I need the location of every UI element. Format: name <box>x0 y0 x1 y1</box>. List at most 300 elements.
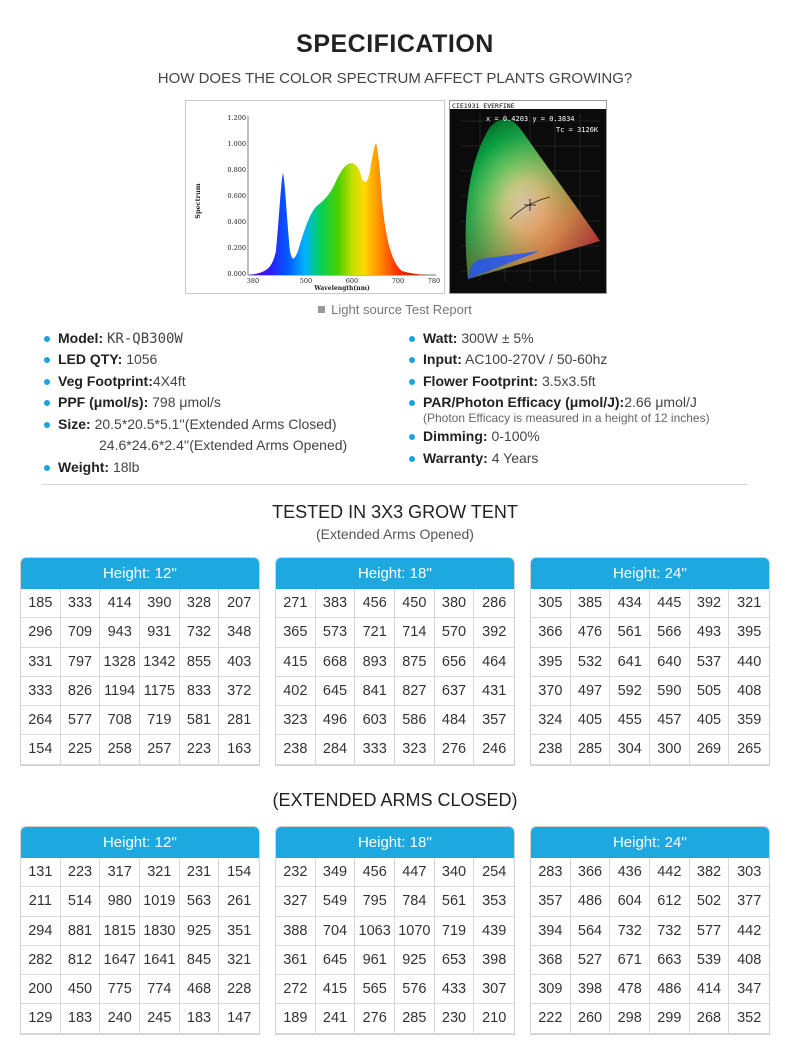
table-cell: 539 <box>690 946 730 975</box>
table-cell: 505 <box>690 677 730 706</box>
ytick-label: 0.400 <box>227 218 246 226</box>
bullet-icon <box>409 379 415 385</box>
table-body <box>276 589 514 765</box>
table-cell: 714 <box>395 618 435 647</box>
spec-watt <box>409 330 534 346</box>
table-cell: 732 <box>650 917 690 946</box>
table-cell: 264 <box>21 706 61 735</box>
spec-ppf <box>44 394 221 410</box>
ytick-label: 0.200 <box>227 244 246 252</box>
table-cell: 732 <box>610 917 650 946</box>
table-cell: 285 <box>571 735 611 764</box>
table-header: Height: 18'' <box>276 558 514 589</box>
table-body <box>21 589 259 765</box>
spectrum-chart <box>185 100 445 294</box>
table-cell: 493 <box>690 618 730 647</box>
table-cell: 402 <box>276 677 316 706</box>
table-cell: 925 <box>180 917 220 946</box>
table-cell: 668 <box>316 648 356 677</box>
table-cell: 537 <box>690 648 730 677</box>
table-cell: 603 <box>355 706 395 735</box>
table-cell: 368 <box>531 946 571 975</box>
table-cell: 486 <box>650 975 690 1004</box>
table-cell: 183 <box>180 1004 220 1033</box>
table-cell: 436 <box>610 858 650 887</box>
table-cell: 532 <box>571 648 611 677</box>
bullet-icon <box>409 336 415 342</box>
table-cell: 223 <box>61 858 101 887</box>
table-cell: 225 <box>61 735 101 764</box>
table-cell: 893 <box>355 648 395 677</box>
ytick-label: 0.600 <box>227 192 246 200</box>
table-cell: 129 <box>21 1004 61 1033</box>
table-cell: 415 <box>316 975 356 1004</box>
table-cell: 403 <box>219 648 259 677</box>
table-cell: 641 <box>610 648 650 677</box>
spec-label: PAR/Photon Efficacy (μmol/J): <box>423 394 625 410</box>
table-cell: 284 <box>316 735 356 764</box>
table-cell: 300 <box>650 735 690 764</box>
table-cell: 238 <box>531 735 571 764</box>
table-cell: 476 <box>571 618 611 647</box>
table-cell: 549 <box>316 887 356 916</box>
ytick-label: 0.000 <box>227 270 246 278</box>
xtick-label: 600 <box>345 277 359 285</box>
table-cell: 272 <box>276 975 316 1004</box>
spec-label: Warranty: <box>423 450 488 466</box>
table-cell: 276 <box>435 735 475 764</box>
table-cell: 385 <box>571 589 611 618</box>
table-cell: 576 <box>395 975 435 1004</box>
spec-model <box>44 330 183 347</box>
table-cell: 566 <box>650 618 690 647</box>
table-cell: 414 <box>100 589 140 618</box>
bullet-icon <box>409 434 415 440</box>
table-cell: 380 <box>435 589 475 618</box>
spec-value: 300W ± 5% <box>461 330 534 346</box>
table-cell: 1830 <box>140 917 180 946</box>
table-cell: 268 <box>690 1004 730 1033</box>
table-cell: 732 <box>180 618 220 647</box>
table-header: Height: 24'' <box>531 827 769 858</box>
table-cell: 719 <box>140 706 180 735</box>
spec-size-2 <box>99 437 347 453</box>
table-cell: 392 <box>690 589 730 618</box>
table-cell: 795 <box>355 887 395 916</box>
table-body <box>276 858 514 1034</box>
table-cell: 433 <box>435 975 475 1004</box>
table-cell: 246 <box>474 735 514 764</box>
table-cell: 439 <box>474 917 514 946</box>
spec-label: Size: <box>58 416 91 432</box>
spectrum-curve <box>248 143 436 275</box>
table-cell: 395 <box>729 618 769 647</box>
table-cell: 394 <box>531 917 571 946</box>
bullet-icon <box>44 422 50 428</box>
table-cell: 455 <box>610 706 650 735</box>
table-cell: 333 <box>61 589 101 618</box>
spec-label: Flower Footprint: <box>423 373 539 389</box>
bullet-icon <box>409 400 415 406</box>
spec-label: Input: <box>423 351 462 367</box>
spectrum-xlabel: Wavelength(nm) <box>314 285 370 292</box>
spec-par-note: (Photon Efficacy is measured in a height of 12 inches) <box>423 411 710 425</box>
table-cell: 961 <box>355 946 395 975</box>
spec-value: 0-100% <box>491 428 540 444</box>
table-cell: 183 <box>61 1004 101 1033</box>
table-cell: 365 <box>276 618 316 647</box>
table-header: Height: 24'' <box>531 558 769 589</box>
specs-right <box>409 330 779 470</box>
table-cell: 784 <box>395 887 435 916</box>
table-cell: 261 <box>219 887 259 916</box>
table-cell: 592 <box>610 677 650 706</box>
bullet-icon <box>409 357 415 363</box>
spec-value: AC100-270V / 50-60hz <box>465 351 608 367</box>
table-cell: 457 <box>650 706 690 735</box>
table-cell: 154 <box>21 735 61 764</box>
table-cell: 388 <box>276 917 316 946</box>
ppfd-table-opened-18 <box>275 557 515 766</box>
table-cell: 827 <box>395 677 435 706</box>
table-cell: 303 <box>729 858 769 887</box>
table-cell: 709 <box>61 618 101 647</box>
table-cell: 222 <box>531 1004 571 1033</box>
table-cell: 450 <box>395 589 435 618</box>
table-cell: 357 <box>531 887 571 916</box>
table-cell: 1328 <box>100 648 140 677</box>
table-cell: 260 <box>571 1004 611 1033</box>
cie-title: CIE1931 EVERFINE <box>452 102 515 110</box>
table-cell: 841 <box>355 677 395 706</box>
spec-label: Dimming: <box>423 428 488 444</box>
table-cell: 305 <box>531 589 571 618</box>
table-cell: 238 <box>276 735 316 764</box>
spec-warranty <box>409 450 538 466</box>
table-cell: 925 <box>395 946 435 975</box>
table-cell: 357 <box>474 706 514 735</box>
table-header: Height: 12'' <box>21 558 259 589</box>
specs-left <box>44 330 404 480</box>
table-cell: 230 <box>435 1004 475 1033</box>
spec-value: 2.66 μmol/J <box>624 394 697 410</box>
spec-led <box>44 351 157 367</box>
table-cell: 612 <box>650 887 690 916</box>
table-cell: 200 <box>21 975 61 1004</box>
table-cell: 408 <box>729 677 769 706</box>
table-cell: 527 <box>571 946 611 975</box>
table-cell: 282 <box>21 946 61 975</box>
table-cell: 478 <box>610 975 650 1004</box>
bullet-icon <box>44 379 50 385</box>
table-cell: 797 <box>61 648 101 677</box>
table-cell: 577 <box>61 706 101 735</box>
table-cell: 372 <box>219 677 259 706</box>
table-cell: 497 <box>571 677 611 706</box>
table-cell: 382 <box>690 858 730 887</box>
table-body <box>531 858 769 1034</box>
table-cell: 415 <box>276 648 316 677</box>
table-cell: 207 <box>219 589 259 618</box>
table-cell: 447 <box>395 858 435 887</box>
table-cell: 1815 <box>100 917 140 946</box>
ppfd-table-opened-24 <box>530 557 770 766</box>
table-cell: 348 <box>219 618 259 647</box>
spec-value: 798 μmol/s <box>152 394 221 410</box>
table-cell: 154 <box>219 858 259 887</box>
table-cell: 645 <box>316 677 356 706</box>
table-cell: 352 <box>729 1004 769 1033</box>
spec-value: KR-QB300W <box>107 331 183 347</box>
table-cell: 210 <box>474 1004 514 1033</box>
table-cell: 392 <box>474 618 514 647</box>
cie-coords: x = 0.4203 y = 0.3834 <box>486 115 575 123</box>
table-cell: 163 <box>219 735 259 764</box>
bullet-icon <box>44 357 50 363</box>
table-cell: 1641 <box>140 946 180 975</box>
spec-veg <box>44 373 186 389</box>
table-cell: 855 <box>180 648 220 677</box>
table-cell: 653 <box>435 946 475 975</box>
table-cell: 241 <box>316 1004 356 1033</box>
table-cell: 395 <box>531 648 571 677</box>
table-cell: 231 <box>180 858 220 887</box>
table-cell: 1019 <box>140 887 180 916</box>
table-cell: 774 <box>140 975 180 1004</box>
table-cell: 359 <box>729 706 769 735</box>
table-cell: 327 <box>276 887 316 916</box>
table-cell: 442 <box>650 858 690 887</box>
xtick-label: 380 <box>246 277 260 285</box>
spec-value: 24.6*24.6*2.4''(Extended Arms Opened) <box>99 437 348 453</box>
table-cell: 265 <box>729 735 769 764</box>
spectrum-ylabel: Spectrum <box>194 183 202 219</box>
table-cell: 283 <box>531 858 571 887</box>
table-cell: 1647 <box>100 946 140 975</box>
table-cell: 366 <box>531 618 571 647</box>
table-cell: 307 <box>474 975 514 1004</box>
table-cell: 351 <box>219 917 259 946</box>
table-cell: 1070 <box>395 917 435 946</box>
table-cell: 323 <box>276 706 316 735</box>
table-cell: 189 <box>276 1004 316 1033</box>
table-cell: 486 <box>571 887 611 916</box>
table-cell: 931 <box>140 618 180 647</box>
table-cell: 296 <box>21 618 61 647</box>
table-cell: 324 <box>531 706 571 735</box>
bullet-icon <box>44 336 50 342</box>
table-cell: 340 <box>435 858 475 887</box>
table-cell: 223 <box>180 735 220 764</box>
table-cell: 663 <box>650 946 690 975</box>
table-cell: 573 <box>316 618 356 647</box>
table-cell: 1194 <box>100 677 140 706</box>
spec-weight <box>44 459 139 475</box>
table-cell: 456 <box>355 858 395 887</box>
section2-title: (EXTENDED ARMS CLOSED) <box>272 790 518 810</box>
table-cell: 377 <box>729 887 769 916</box>
table-cell: 564 <box>571 917 611 946</box>
table-cell: 331 <box>21 648 61 677</box>
table-cell: 240 <box>100 1004 140 1033</box>
table-cell: 276 <box>355 1004 395 1033</box>
table-cell: 211 <box>21 887 61 916</box>
table-cell: 232 <box>276 858 316 887</box>
table-body <box>531 589 769 765</box>
table-cell: 434 <box>610 589 650 618</box>
table-cell: 321 <box>729 589 769 618</box>
table-cell: 333 <box>21 677 61 706</box>
table-cell: 456 <box>355 589 395 618</box>
table-cell: 671 <box>610 946 650 975</box>
spec-dimming <box>409 428 540 444</box>
table-cell: 309 <box>531 975 571 1004</box>
table-cell: 317 <box>100 858 140 887</box>
table-cell: 405 <box>690 706 730 735</box>
section1-subtitle: (Extended Arms Opened) <box>316 526 474 542</box>
table-cell: 980 <box>100 887 140 916</box>
table-cell: 390 <box>140 589 180 618</box>
table-cell: 565 <box>355 975 395 1004</box>
ytick-label: 1.000 <box>227 140 246 148</box>
table-cell: 245 <box>140 1004 180 1033</box>
table-cell: 440 <box>729 648 769 677</box>
table-header: Height: 18'' <box>276 827 514 858</box>
spec-value: 4 Years <box>491 450 539 466</box>
bullet-icon <box>409 456 415 462</box>
table-cell: 383 <box>316 589 356 618</box>
table-cell: 704 <box>316 917 356 946</box>
divider <box>42 484 748 485</box>
table-header: Height: 12'' <box>21 827 259 858</box>
table-cell: 586 <box>395 706 435 735</box>
table-cell: 881 <box>61 917 101 946</box>
table-cell: 496 <box>316 706 356 735</box>
spec-label: Watt: <box>423 330 458 346</box>
table-cell: 294 <box>21 917 61 946</box>
table-cell: 442 <box>729 917 769 946</box>
table-cell: 468 <box>180 975 220 1004</box>
table-cell: 570 <box>435 618 475 647</box>
table-cell: 943 <box>100 618 140 647</box>
table-cell: 637 <box>435 677 475 706</box>
spec-label: Veg Footprint: <box>58 373 153 389</box>
table-cell: 147 <box>219 1004 259 1033</box>
table-cell: 656 <box>435 648 475 677</box>
table-cell: 604 <box>610 887 650 916</box>
ytick-label: 0.800 <box>227 166 246 174</box>
spec-value: 4X4ft <box>152 373 186 389</box>
table-cell: 561 <box>610 618 650 647</box>
table-cell: 775 <box>100 975 140 1004</box>
table-cell: 514 <box>61 887 101 916</box>
table-cell: 398 <box>571 975 611 1004</box>
table-cell: 257 <box>140 735 180 764</box>
table-cell: 228 <box>219 975 259 1004</box>
spec-label: LED QTY: <box>58 351 123 367</box>
table-cell: 833 <box>180 677 220 706</box>
table-cell: 131 <box>21 858 61 887</box>
table-cell: 721 <box>355 618 395 647</box>
table-cell: 484 <box>435 706 475 735</box>
table-cell: 590 <box>650 677 690 706</box>
bullet-icon <box>44 465 50 471</box>
table-cell: 408 <box>729 946 769 975</box>
page-title: SPECIFICATION <box>296 30 494 58</box>
spec-label: PPF (μmol/s): <box>58 394 149 410</box>
spec-value: 20.5*20.5*5.1''(Extended Arms Closed) <box>94 416 337 432</box>
ppfd-table-closed-18 <box>275 826 515 1035</box>
spec-value: 3.5x3.5ft <box>541 373 596 389</box>
xtick-label: 500 <box>299 277 313 285</box>
cie-tc: Tc = 3126K <box>556 126 599 134</box>
table-cell: 708 <box>100 706 140 735</box>
table-cell: 185 <box>21 589 61 618</box>
table-cell: 349 <box>316 858 356 887</box>
table-cell: 577 <box>690 917 730 946</box>
image-caption <box>0 302 790 317</box>
caption-text: Light source Test Report <box>331 302 472 317</box>
table-cell: 333 <box>355 735 395 764</box>
table-cell: 719 <box>435 917 475 946</box>
cie-chart <box>449 100 607 294</box>
spec-flower <box>409 373 596 389</box>
table-cell: 299 <box>650 1004 690 1033</box>
table-cell: 405 <box>571 706 611 735</box>
table-cell: 640 <box>650 648 690 677</box>
table-cell: 563 <box>180 887 220 916</box>
table-cell: 353 <box>474 887 514 916</box>
table-cell: 875 <box>395 648 435 677</box>
spec-label: Weight: <box>58 459 110 475</box>
table-cell: 298 <box>610 1004 650 1033</box>
table-cell: 502 <box>690 887 730 916</box>
table-cell: 347 <box>729 975 769 1004</box>
table-cell: 321 <box>219 946 259 975</box>
spec-size <box>44 416 337 432</box>
xtick-label: 780 <box>427 277 441 285</box>
table-cell: 304 <box>610 735 650 764</box>
table-cell: 285 <box>395 1004 435 1033</box>
bullet-icon <box>44 400 50 406</box>
square-icon <box>318 306 325 313</box>
table-cell: 370 <box>531 677 571 706</box>
table-cell: 845 <box>180 946 220 975</box>
spec-label: Model: <box>58 330 104 346</box>
table-cell: 323 <box>395 735 435 764</box>
table-cell: 561 <box>435 887 475 916</box>
table-cell: 1342 <box>140 648 180 677</box>
table-body <box>21 858 259 1034</box>
table-cell: 366 <box>571 858 611 887</box>
table-cell: 258 <box>100 735 140 764</box>
table-cell: 328 <box>180 589 220 618</box>
spec-value: 1056 <box>126 351 158 367</box>
section1-title: TESTED IN 3X3 GROW TENT <box>272 502 518 522</box>
xtick-label: 700 <box>391 277 405 285</box>
table-cell: 321 <box>140 858 180 887</box>
ytick-label: 1.200 <box>227 114 246 122</box>
spec-par <box>409 394 697 410</box>
spec-value: 18lb <box>112 459 140 475</box>
page-subtitle: HOW DOES THE COLOR SPECTRUM AFFECT PLANTS GROWING? <box>157 70 633 87</box>
table-cell: 1063 <box>355 917 395 946</box>
ppfd-table-closed-12 <box>20 826 260 1035</box>
ppfd-table-opened-12 <box>20 557 260 766</box>
table-cell: 645 <box>316 946 356 975</box>
table-cell: 269 <box>690 735 730 764</box>
table-cell: 450 <box>61 975 101 1004</box>
